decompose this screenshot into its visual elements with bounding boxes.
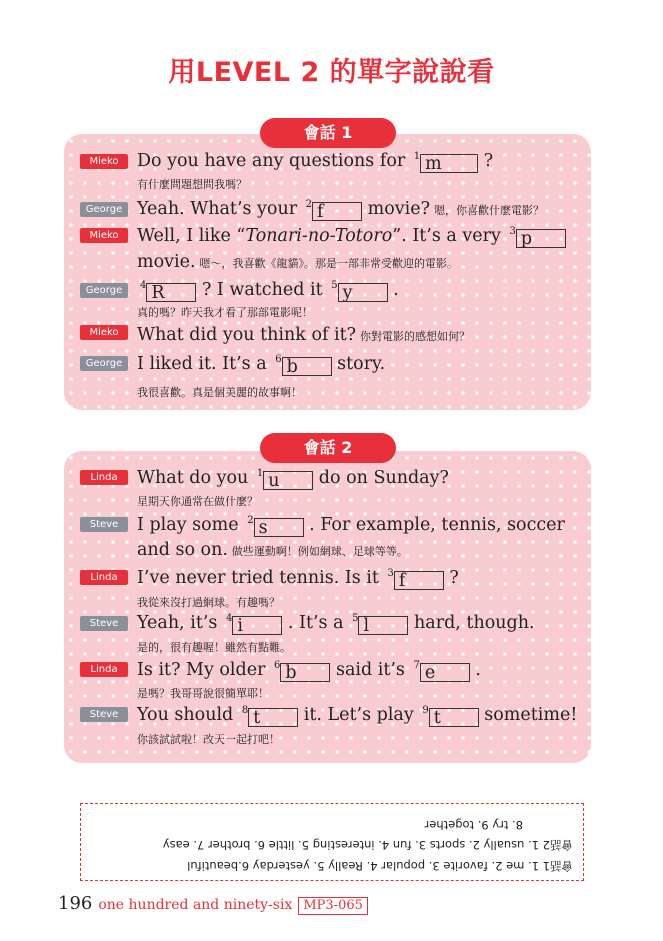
answer-blank[interactable]: b — [282, 357, 332, 376]
answer-blank[interactable]: s — [254, 518, 304, 537]
page-title: 用LEVEL 2 的單字說說看 — [168, 57, 495, 88]
answer-blank[interactable]: i — [232, 616, 282, 635]
page-footer — [58, 893, 368, 915]
dialog-1-heading: 會話 1 — [260, 118, 396, 148]
dialogue-line: Do you have any questions for $^1$ m ? — [137, 151, 494, 174]
dialogue-line: I play some $^2$ s . For example, tennis, soccer — [137, 515, 565, 538]
dialogue-line-cont: and so on. 做些運動啊！例如網球、足球等等。 — [137, 540, 408, 560]
dialogue-line: You should $^8$ t it. Let’s play $^9$ t sometime! — [137, 705, 578, 728]
dialogue-line: Is it? My older $^6$ b said it’s $^7$ e . — [137, 660, 481, 683]
answer-blank[interactable]: m — [420, 154, 478, 173]
dialogue-line: Yeah, it’s $^4$ i . It’s a $^5$ l hard, though. — [137, 613, 535, 636]
answer-key-line: 會話2 1. usually 2. sports 3. fun 4. interesting 5. little 6. brother 7. easy — [162, 838, 573, 852]
speaker-tag: Steve — [80, 707, 128, 722]
answer-blank[interactable]: p — [516, 229, 566, 248]
translation: 有什麼問題想問我嗎？ — [137, 178, 247, 191]
answer-blank[interactable]: t — [248, 708, 298, 727]
speaker-tag: Mieko — [80, 228, 128, 243]
dialogue-line: What do you $^1$ u do on Sunday? — [137, 468, 449, 491]
dialogue-line: Well, I like “Tonari-no-Totoro”. It’s a very $^3$ p — [137, 225, 566, 248]
answer-key-box — [80, 803, 584, 881]
speaker-tag: Steve — [80, 517, 128, 532]
dialogue-line: I liked it. It’s a $^6$ b story. — [137, 354, 386, 377]
answer-key-line: 8. try 9. together — [424, 818, 523, 832]
dialog-2-heading: 會話 2 — [260, 433, 396, 463]
speaker-tag: George — [80, 283, 128, 298]
speaker-tag: Linda — [80, 470, 128, 485]
translation: 我很喜歡。真是個美麗的故事啊！ — [137, 386, 302, 399]
translation: 我從來沒打過網球。有趣嗎？ — [137, 596, 280, 609]
speaker-tag: Mieko — [80, 325, 128, 340]
dialogue-line-cont: movie. 嗯～，我喜歡《龍貓》。那是一部非常受歡迎的電影。 — [137, 252, 459, 272]
page-number: 196 — [58, 893, 93, 914]
answer-blank[interactable]: f — [394, 571, 444, 590]
speaker-tag: George — [80, 356, 128, 371]
translation: 你該試試啦！改天一起打吧！ — [137, 733, 280, 746]
answer-blank[interactable]: y — [338, 283, 388, 302]
speaker-tag: George — [80, 202, 128, 217]
speaker-tag: Linda — [80, 570, 128, 585]
translation: 是嗎？我哥哥說很簡單耶！ — [137, 687, 269, 700]
answer-blank[interactable]: t — [429, 708, 479, 727]
dialogue-line: What did you think of it? 你對電影的感想如何？ — [137, 325, 471, 345]
answer-blank[interactable]: R — [146, 283, 196, 302]
dialogue-line: $^4$ R ? I watched it $^5$ y . — [140, 280, 399, 303]
answer-blank[interactable]: f — [312, 202, 362, 221]
speaker-tag: Steve — [80, 616, 128, 631]
speaker-tag: Linda — [80, 662, 128, 677]
translation: 是的，很有趣喔！雖然有點難。 — [137, 641, 291, 654]
answer-blank[interactable]: l — [358, 616, 408, 635]
translation: 真的嗎？昨天我才看了那部電影呢！ — [137, 306, 313, 319]
dialogue-line: I’ve never tried tennis. Is it $^3$ f ? — [137, 568, 459, 591]
mp3-track-label: MP3-065 — [298, 897, 368, 915]
answer-blank[interactable]: u — [263, 471, 313, 490]
answer-blank[interactable]: b — [280, 663, 330, 682]
answer-key-line: 會話1 1. me 2. favorite 3. popular 4. Really 5. yesterday 6.beautiful — [187, 859, 573, 873]
answer-blank[interactable]: e — [420, 663, 470, 682]
page-number-words: one hundred and ninety-six — [98, 897, 293, 913]
dialogue-line: Yeah. What’s your $^2$ f movie? 嗯，你喜歡什麼電影？ — [137, 199, 544, 222]
speaker-tag: Mieko — [80, 154, 128, 169]
translation: 星期天你通常在做什麼？ — [137, 495, 258, 508]
answer-key-rotated — [81, 804, 583, 880]
